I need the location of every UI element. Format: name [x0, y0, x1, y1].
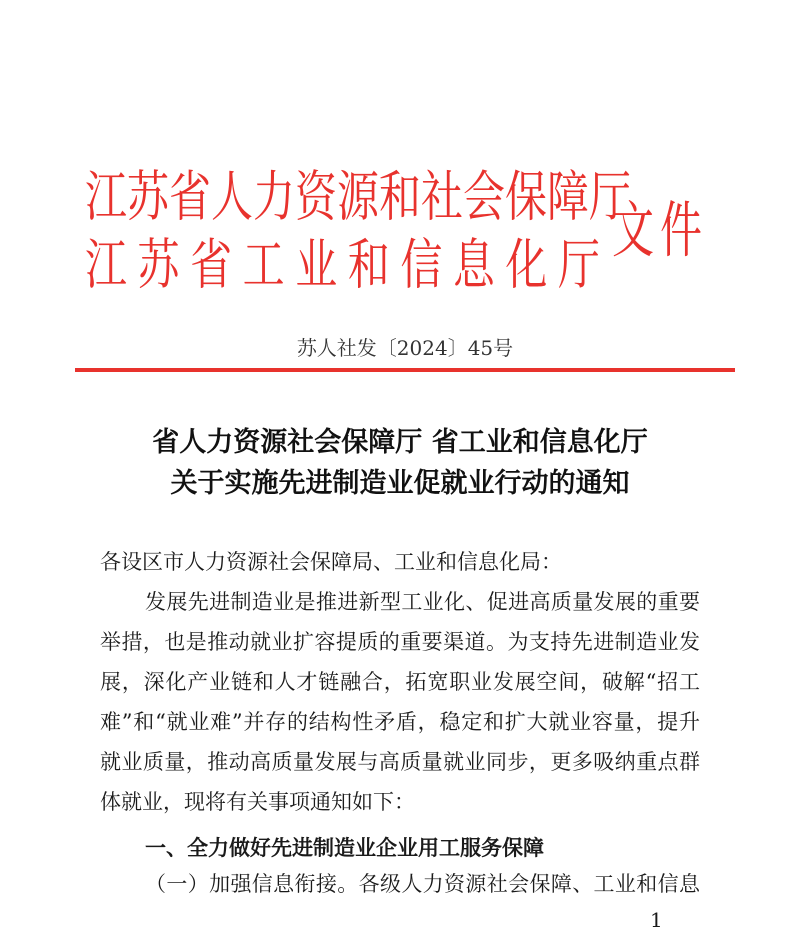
document-number: 苏人社发〔2024〕45号: [296, 336, 514, 360]
title-line-1: 省人力资源社会保障厅 省工业和信息化厅: [152, 427, 648, 458]
paragraph-line: 就业质量，推动高质量发展与高质量就业同步，更多吸纳重点群: [100, 750, 700, 774]
addressee: 各设区市人力资源社会保障局、工业和信息化局：: [100, 550, 562, 574]
page-number: 1: [650, 908, 663, 932]
paragraph-line: 举措，也是推动就业扩容提质的重要渠道。为支持先进制造业发: [100, 630, 700, 654]
title-line-2: 关于实施先进制造业促就业行动的通知: [170, 468, 630, 499]
paragraph-line: 难”和“就业难”并存的结构性矛盾，稳定和扩大就业容量，提升: [100, 710, 700, 734]
section-heading: 一、全力做好先进制造业企业用工服务保障: [145, 836, 544, 860]
subsection-line: （一）加强信息衔接。各级人力资源社会保障、工业和信息: [145, 872, 700, 896]
issuing-org-1: 江苏省人力资源和社会保障厅: [85, 164, 632, 229]
paragraph-line: 体就业，现将有关事项通知如下：: [100, 790, 415, 814]
paragraph-line: 发展先进制造业是推进新型工业化、促进高质量发展的重要: [145, 590, 700, 614]
paragraph-line: 展，深化产业链和人才链融合，拓宽职业发展空间，破解“招工: [100, 670, 700, 694]
issuing-org-2: 江苏省工业和信息化厅: [85, 232, 600, 297]
doc-type-label: 文件: [612, 194, 702, 266]
red-divider: [75, 368, 735, 372]
